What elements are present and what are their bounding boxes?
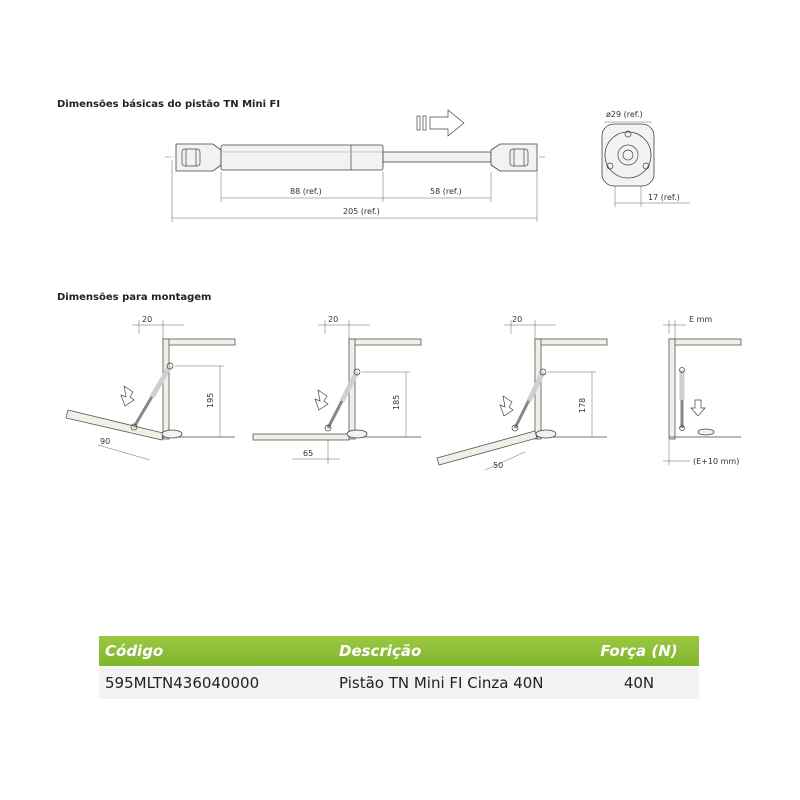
mount1-height-label: 195 [206,392,215,408]
mount4-clearance-label: (E+10 mm) [693,457,740,466]
mount2-height-label: 185 [392,394,401,410]
table-row [99,666,699,699]
mount2-offset-label: 20 [328,315,339,324]
mounting-view-4 [663,315,741,466]
rod-length-label: 58 (ref.) [430,187,462,196]
table-header [99,636,699,666]
mount3-offset-label: 20 [512,315,523,324]
header-code: Código [105,642,164,660]
mount1-offset-label: 20 [142,315,153,324]
cell-force: 40N [623,674,655,692]
diameter-label: ø29 (ref.) [606,110,643,119]
mounting-view-3 [437,315,607,470]
flange-width-label: 17 (ref.) [648,193,680,202]
body-length-label: 88 (ref.) [290,187,322,196]
mounting-view-2 [253,315,421,464]
mount3-opening-label: 50 [493,461,504,470]
cell-code: 595MLTN436040000 [105,674,260,692]
cell-description: Pistão TN Mini FI Cinza 40N [339,674,544,692]
gas-piston-side-view [165,110,545,222]
total-length-label: 205 (ref.) [343,207,380,216]
basic-dimensions-heading: Dimensões básicas do pistão TN Mini FI [57,99,281,110]
flange-end-view [602,110,690,207]
mount1-opening-label: 90 [100,437,111,446]
header-force: Força (N) [600,642,678,660]
product-table [99,636,699,699]
mounting-dimensions-heading: Dimensões para montagem [57,292,212,303]
mount2-opening-label: 65 [303,449,314,458]
mount3-height-label: 178 [578,397,587,413]
mount4-thickness-label: E mm [689,315,713,324]
mounting-view-1 [66,315,235,460]
header-description: Descrição [339,642,422,660]
